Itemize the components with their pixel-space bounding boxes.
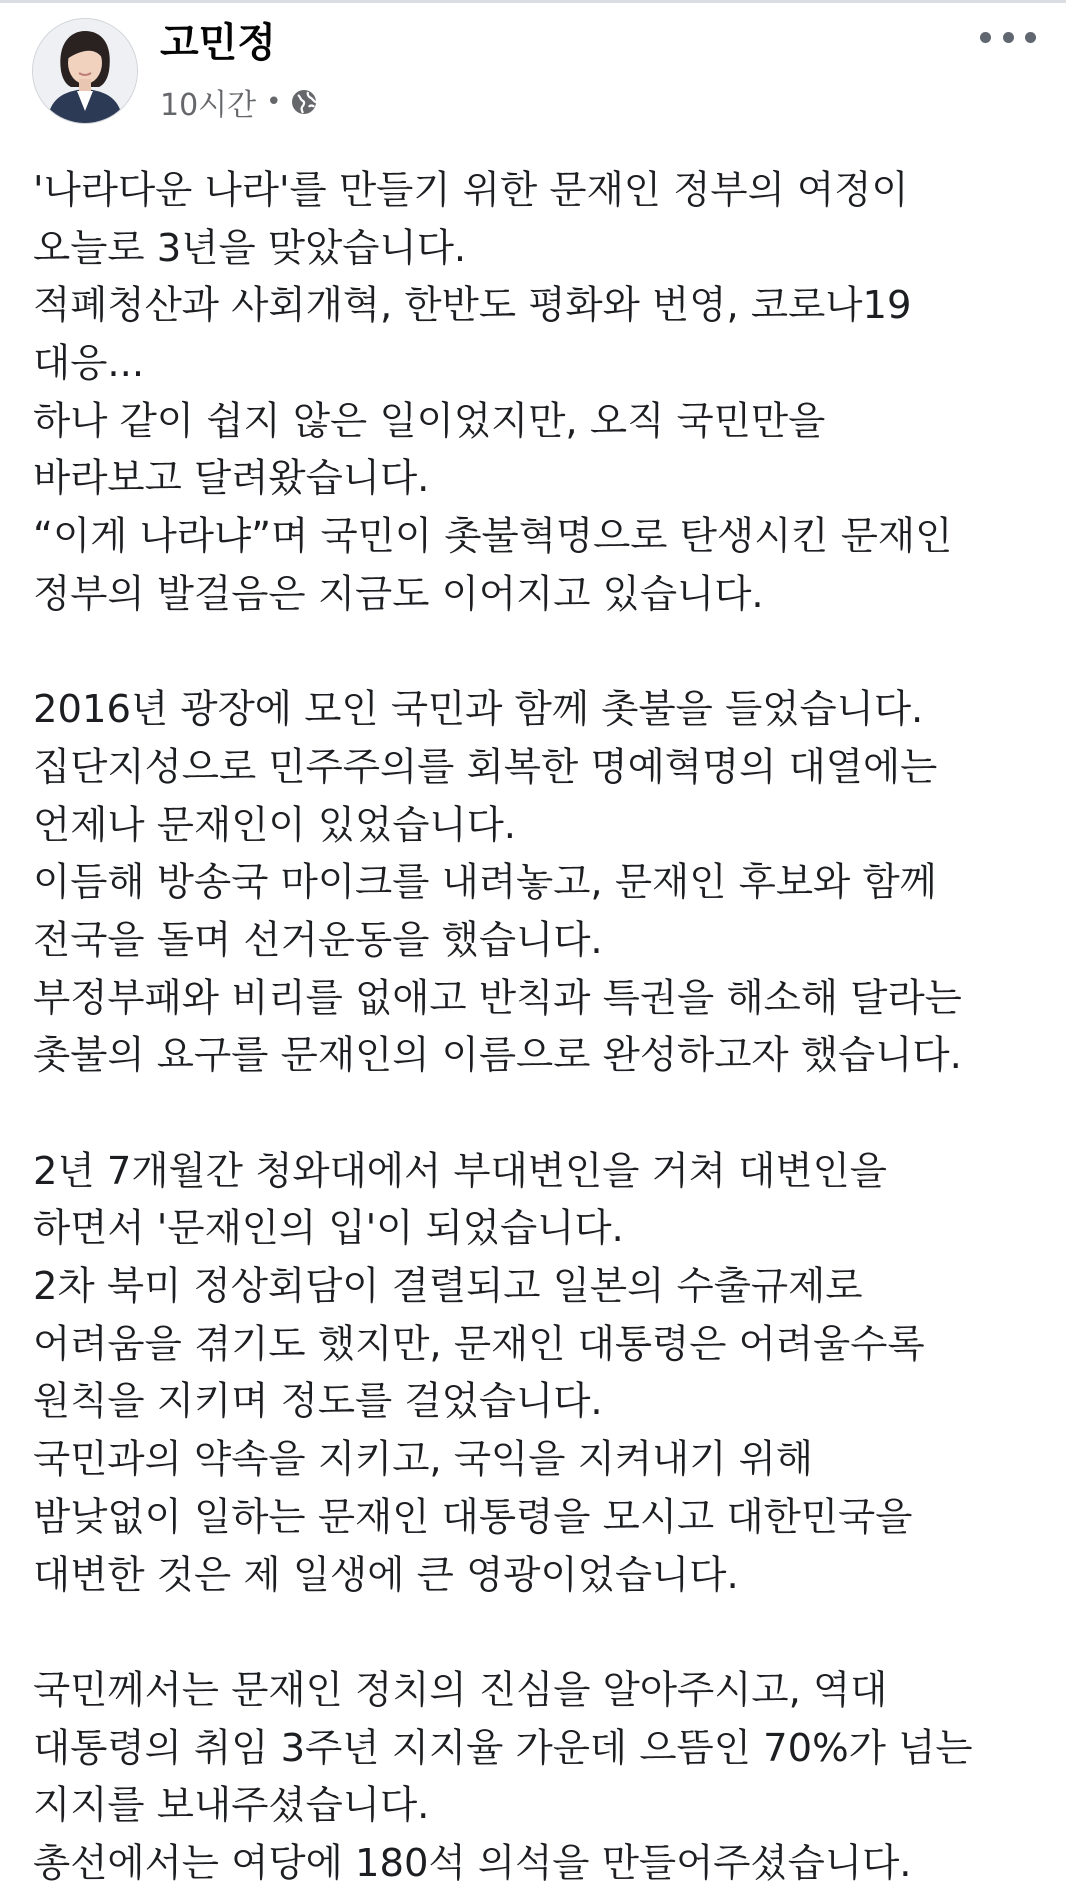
paragraph-spacer xyxy=(33,1604,1063,1662)
text-line: 지지를 보내주셨습니다. xyxy=(33,1783,430,1829)
text-line: 촛불의 요구를 문재인의 이름으로 완성하고자 했습니다. xyxy=(33,1033,962,1079)
meta-separator: • xyxy=(266,87,282,117)
post-meta xyxy=(160,80,319,124)
more-dot xyxy=(1025,32,1036,43)
paragraph-spacer xyxy=(33,624,1063,682)
text-line: 적폐청산과 사회개혁, 한반도 평화와 번영, 코로나19 xyxy=(33,283,912,329)
text-line: 정부의 발걸음은 지금도 이어지고 있습니다. xyxy=(33,571,764,617)
text-line: 2년 7개월간 청와대에서 부대변인을 거쳐 대변인을 xyxy=(33,1148,888,1194)
paragraph xyxy=(33,1143,1063,1605)
author-name[interactable]: 고민정 xyxy=(160,20,276,66)
text-line: 어려움을 겪기도 했지만, 문재인 대통령은 어려울수록 xyxy=(33,1321,925,1367)
paragraph xyxy=(33,1662,1063,1893)
paragraph-spacer xyxy=(33,1085,1063,1143)
paragraph xyxy=(33,681,1063,1085)
text-line: 총선에서는 여당에 180석 의석을 만들어주셨습니다. xyxy=(33,1840,912,1886)
text-line: “이게 나라냐”며 국민이 촛불혁명으로 탄생시킨 문재인 xyxy=(33,514,953,560)
text-line: 원칙을 지키며 정도를 걸었습니다. xyxy=(33,1379,603,1425)
text-line: 2차 북미 정상회담이 결렬되고 일본의 수출규제로 xyxy=(33,1264,863,1310)
text-line: 하면서 '문재인의 입'이 되었습니다. xyxy=(33,1206,624,1252)
more-options-icon[interactable] xyxy=(980,20,1036,54)
text-line: 2016년 광장에 모인 국민과 함께 촛불을 들었습니다. xyxy=(33,687,924,733)
more-dot xyxy=(980,32,991,43)
text-line: 바라보고 달려왔습니다. xyxy=(33,456,430,502)
globe-icon[interactable] xyxy=(289,87,319,117)
post-header xyxy=(0,0,1066,130)
paragraph xyxy=(33,162,1063,624)
text-line: 하나 같이 쉽지 않은 일이었지만, 오직 국민만을 xyxy=(33,398,826,444)
post-text xyxy=(33,162,1063,1893)
text-line: '나라다운 나라'를 만들기 위한 문재인 정부의 여정이 xyxy=(33,168,909,213)
text-line: 언제나 문재인이 있었습니다. xyxy=(33,802,517,848)
avatar-photo-icon xyxy=(33,19,137,123)
more-dot xyxy=(1003,32,1014,43)
text-line: 부정부패와 비리를 없애고 반칙과 특권을 해소해 달라는 xyxy=(33,975,962,1021)
author-avatar[interactable] xyxy=(32,18,138,124)
text-line: 국민께서는 문재인 정치의 진심을 알아주시고, 역대 xyxy=(33,1667,888,1713)
text-line: 오늘로 3년을 맞았습니다. xyxy=(33,225,467,271)
text-line: 집단지성으로 민주주의를 회복한 명예혁명의 대열에는 xyxy=(33,744,938,790)
text-line: 대변한 것은 제 일생에 큰 영광이었습니다. xyxy=(33,1552,739,1598)
text-line: 이듬해 방송국 마이크를 내려놓고, 문재인 후보와 함께 xyxy=(33,860,937,906)
text-line: 전국을 돌며 선거운동을 했습니다. xyxy=(33,917,603,963)
text-line: 대통령의 취임 3주년 지지율 가운데 으뜸인 70%가 넘는 xyxy=(33,1725,973,1771)
text-line: 밤낮없이 일하는 문재인 대통령을 모시고 대한민국을 xyxy=(33,1494,913,1540)
text-line: 대응... xyxy=(33,341,145,387)
post-time[interactable]: 10시간 xyxy=(160,88,257,123)
text-line: 국민과의 약속을 지키고, 국익을 지켜내기 위해 xyxy=(33,1437,814,1483)
